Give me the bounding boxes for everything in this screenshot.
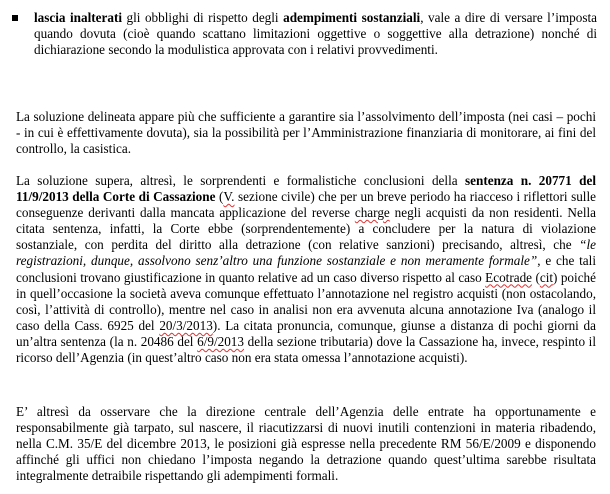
bullet-list-item xyxy=(34,10,597,58)
spellcheck-word-v: V. xyxy=(223,189,235,205)
sentenza-italic-quote: “le registrazioni, dunque, assolvono senz’altro una funzione sostanziale e non meramente formale” xyxy=(16,237,596,269)
bullet-bold-lead: lascia inalterati xyxy=(34,10,123,25)
bullet-text-b: , vale a dire di versare l’imposta quando dovuta (cioè quando scattano limitazioni oggettive o soggettive alla detrazione) nonché di dichiarazione secondo la modulistica approvata con i relativi provvedimenti. xyxy=(34,10,597,58)
sentenza-text-3: sezione civile) che per un breve periodo ha riacceso i riflettori sulle conseguenze derivanti dalla mancata applicazione del reverse xyxy=(16,189,596,221)
paragraph-solution xyxy=(16,109,596,157)
spellcheck-date-1: 20/3/2013 xyxy=(159,317,213,333)
spellcheck-word-cit: cit xyxy=(539,269,554,285)
spellcheck-word-charge: charge xyxy=(354,205,390,221)
bullet-text-a: gli obblighi di rispetto degli xyxy=(122,10,284,25)
sentenza-text-8: ). La citata pronuncia, comunque, giunse a distanza di pochi giorni da un’altra sentenza (la n. 20486 del xyxy=(16,317,596,349)
sentenza-text-7: ) poiché in quell’occasione la società aveva comunque effettuato l’annotazione nel registro acquisti (non ostacolando, così, l’attività di controllo), mentre nel caso in analisi non era avvenuta alcuna annotazione Iva (analogo il caso della Cass. 6925 del xyxy=(16,269,596,333)
bullet-bold-mid: adempimenti sostanziali xyxy=(283,10,421,25)
paragraph-sentenza xyxy=(16,173,596,366)
sentenza-text-9: della sezione tributaria) dove la Cassazione ha, invece, respinto il ricorso dell’Agenzia (in quest’altro caso non era stata omessa l’annotazione acquisti). xyxy=(16,333,597,366)
paragraph-solution-text: La soluzione delineata appare più che sufficiente a garantire sia l’assolvimento dell’imposta (nei casi – pochi - in cui è effettivamente dovuta), sia la possibilità per l’Amministrazione finanziaria di monitorare, ai fini del controllo, la casistica. xyxy=(16,109,596,157)
spellcheck-word-ecotrade: Ecotrade xyxy=(485,269,533,285)
sentenza-text-1: La soluzione supera, altresì, le sorprendenti e formalistiche conclusioni della xyxy=(16,173,465,188)
sentenza-text-5: , e che tali conclusioni trovano giustificazione in quanto relative ad un caso diverso rispetto al caso xyxy=(16,253,596,285)
paragraph-direzione xyxy=(16,404,596,484)
sentenza-text-4: negli acquisti da non residenti. Nella citata sentenza, infatti, la Corte ebbe (sorprendentemente) a concludere per la natura di violazione sostanziale, con perdita del diritto alla detrazione (con relative sanzioni) precisando, altresì, che xyxy=(16,205,596,253)
sentenza-bold-reference: sentenza n. 20771 del 11/9/2013 della Corte di Cassazione xyxy=(16,173,597,205)
spellcheck-date-2: 6/9/2013 xyxy=(197,333,244,349)
sentenza-text-6: ( xyxy=(532,269,540,285)
paragraph-direzione-text: E’ altresì da osservare che la direzione centrale dell’Agenzia delle entrate ha opportunamente e responsabilmente già tarpato, sul nascere, il riacutizzarsi di nuovi inutili contenzioni in materia ribadendo, nella C.M. 35/E del dicembre 2013, le posizioni già espresse nella precedente RM 56/E/2009 e disponendo affinché gli uffici non chiedano l’imposta negando la detrazione quando quest’ultima sarebbe risultata integralmente detraibile rispettando gli adempimenti formali. xyxy=(16,404,596,484)
sentenza-text-2: ( xyxy=(215,189,224,205)
square-bullet-icon xyxy=(12,15,18,21)
bullet-paragraph xyxy=(34,10,597,58)
